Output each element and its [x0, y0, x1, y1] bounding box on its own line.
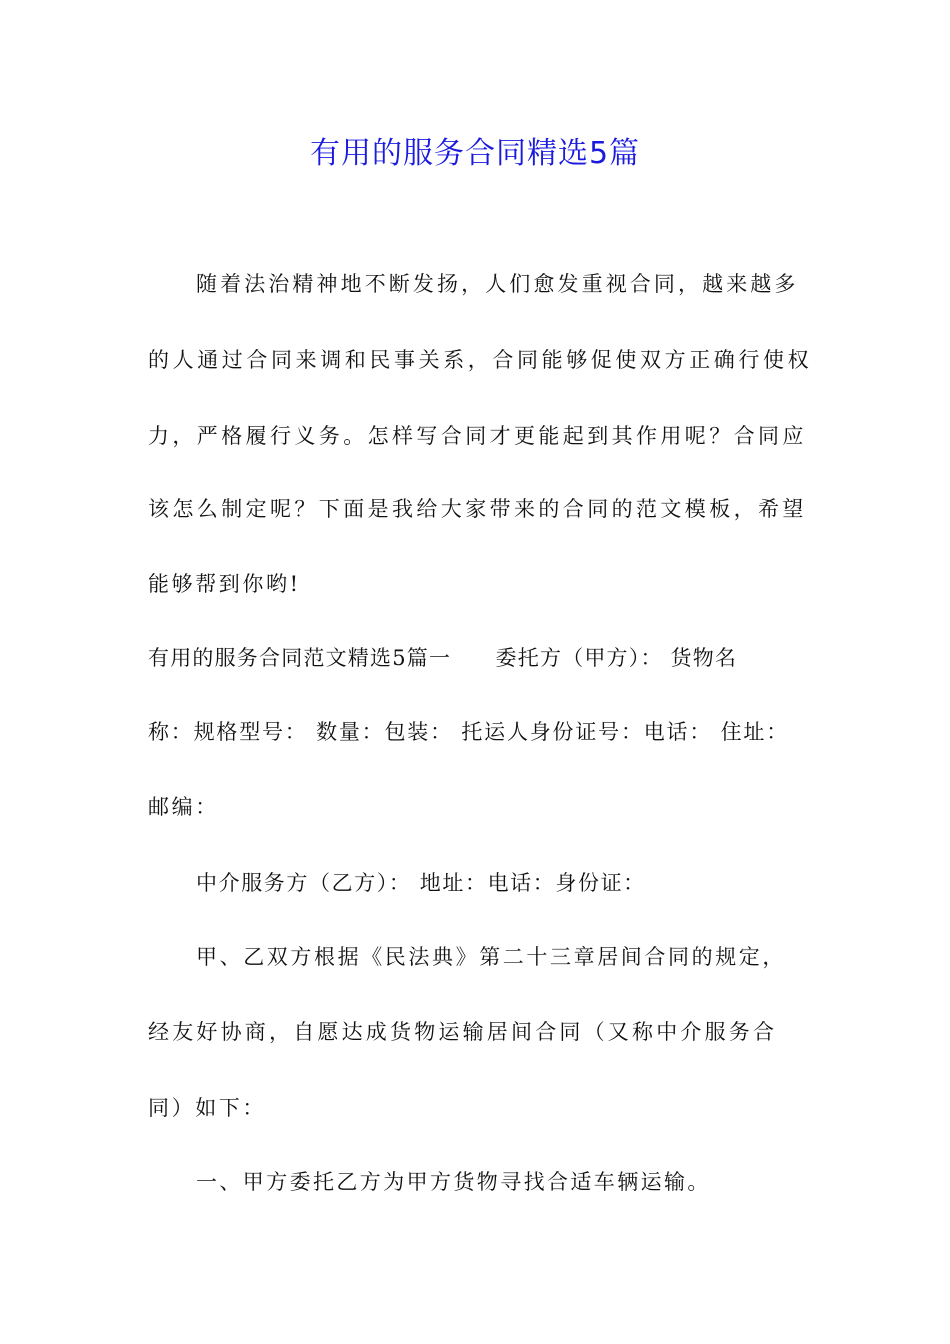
paragraph-line: 随着法治精神地不断发扬，人们愈发重视合同，越来越多	[196, 272, 799, 296]
paragraph-line: 称：规格型号： 数量：包装： 托运人身份证号：电话： 住址：	[148, 720, 790, 744]
section-heading-line: 有用的服务合同范文精选5篇一 委托方（甲方）： 货物名	[148, 646, 738, 670]
paragraph-line: 能够帮到你哟!	[148, 572, 301, 596]
paragraph-line: 的人通过合同来调和民事关系，合同能够促使双方正确行使权	[148, 348, 813, 372]
paragraph-line: 一、甲方委托乙方为甲方货物寻找合适车辆运输。	[196, 1170, 711, 1194]
paragraph-line: 同）如下：	[148, 1096, 266, 1120]
paragraph-line: 经友好协商，自愿达成货物运输居间合同（又称中介服务合	[148, 1020, 778, 1044]
paragraph-line: 中介服务方（乙方）： 地址：电话：身份证：	[196, 871, 646, 895]
paragraph-line: 力，严格履行义务。怎样写合同才更能起到其作用呢？合同应	[148, 424, 807, 448]
paragraph-line: 邮编：	[148, 795, 219, 819]
document-title: 有用的服务合同精选5篇	[309, 136, 641, 171]
paragraph-line: 甲、乙双方根据《民法典》第二十三章居间合同的规定，	[196, 945, 786, 969]
paragraph-line: 该怎么制定呢？下面是我给大家带来的合同的范文模板，希望	[148, 497, 807, 521]
